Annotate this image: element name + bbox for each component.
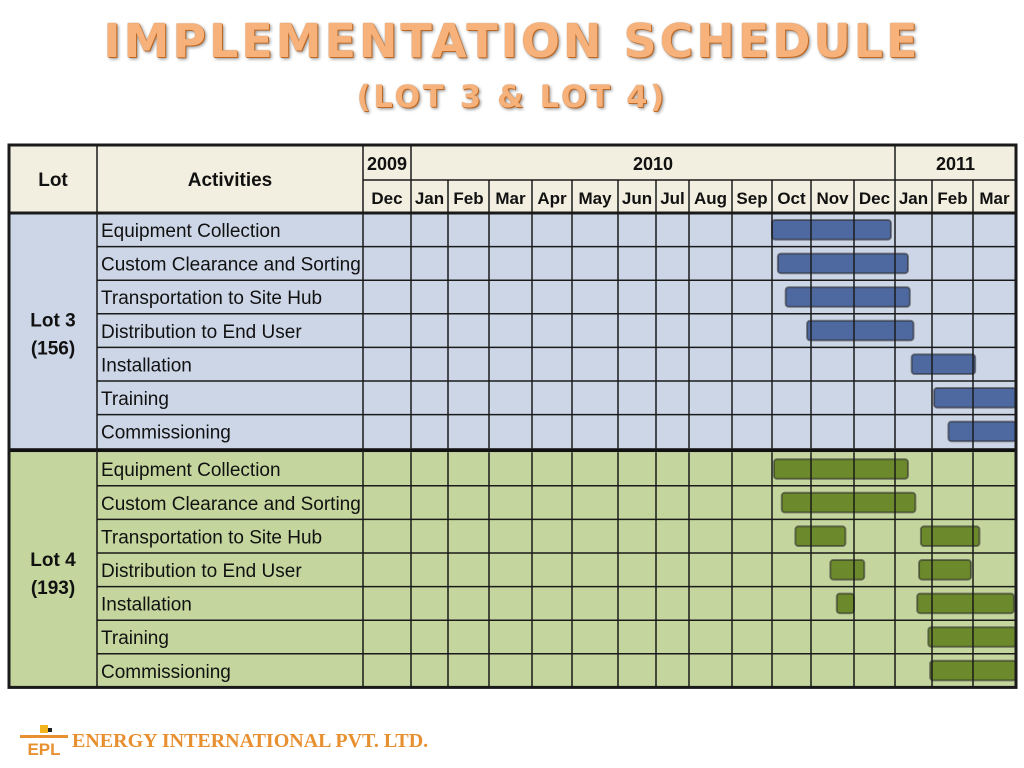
- lot4-label: Lot 4: [30, 549, 76, 571]
- month-header-15: Mar: [979, 189, 1010, 208]
- lot3-activity-1: Custom Clearance and Sorting: [101, 254, 361, 276]
- year-header-2010: 2010: [632, 154, 674, 174]
- lot4-activity-2: Transportation to Site Hub: [101, 527, 323, 549]
- logo-text: EPL: [27, 740, 61, 757]
- lot3-activity-2: Transportation to Site Hub: [101, 288, 323, 310]
- company-logo: [20, 725, 68, 757]
- lot4-bar-3-1: [919, 560, 971, 580]
- month-header-2: Feb: [453, 189, 484, 208]
- lot3-activity-4: Installation: [101, 355, 192, 377]
- lot4-activity-6: Commissioning: [101, 661, 231, 683]
- month-header-11: Nov: [816, 189, 849, 208]
- lot3-bar-2-0: [786, 287, 910, 307]
- lot3-bar-6-0: [948, 422, 1016, 442]
- page-subtitle: (LOT 3 & LOT 4): [356, 80, 668, 115]
- company-name: ENERGY INTERNATIONAL PVT. LTD.: [72, 729, 429, 752]
- lot3-bar-5-0: [934, 388, 1016, 408]
- lot4-activity-0: Equipment Collection: [101, 460, 281, 482]
- lot3-bar-0-0: [772, 220, 891, 240]
- lot4-activity-1: Custom Clearance and Sorting: [101, 493, 361, 515]
- lot3-activity-3: Distribution to End User: [101, 321, 302, 343]
- lot4-count: (193): [30, 577, 76, 599]
- lot-column-header: Lot: [38, 170, 68, 191]
- lot4-bar-3-0: [830, 560, 864, 580]
- lot4-activity-5: Training: [101, 628, 169, 650]
- month-header-4: Apr: [537, 189, 567, 208]
- lot-separator: [9, 448, 1016, 452]
- month-header-9: Sep: [736, 189, 768, 208]
- lot3-activity-6: Commissioning: [101, 422, 231, 444]
- year-header-2011: 2011: [935, 154, 976, 174]
- month-header-14: Feb: [937, 189, 968, 208]
- lot4-bar-4-0: [837, 594, 854, 614]
- month-header-3: Mar: [495, 189, 526, 208]
- lot4-bar-0-0: [774, 459, 908, 479]
- page-title: IMPLEMENTATION SCHEDULE: [103, 14, 921, 68]
- lot3-count: (156): [30, 338, 76, 360]
- lot3-activity-0: Equipment Collection: [101, 221, 281, 242]
- month-header-6: Jun: [621, 189, 653, 208]
- year-header-2009: 2009: [366, 154, 408, 174]
- lot4-bar-2-1: [921, 526, 980, 546]
- lot3-bar-3-0: [807, 321, 913, 341]
- lot3-bar-4-0: [912, 354, 976, 374]
- lot3-bar-1-0: [778, 254, 908, 274]
- lot4-activity-4: Installation: [101, 594, 192, 616]
- month-header-7: Jul: [660, 189, 685, 208]
- lot4-activity-3: Distribution to End User: [101, 561, 302, 582]
- month-header-8: Aug: [693, 189, 728, 208]
- lot4-bar-2-0: [795, 526, 845, 546]
- month-header-13: Jan: [898, 189, 929, 208]
- lot3-label: Lot 3: [30, 310, 76, 332]
- lot4-bar-5-0: [928, 627, 1016, 647]
- month-header-5: May: [578, 189, 612, 208]
- month-header-10: Oct: [777, 189, 806, 208]
- lot3-activity-5: Training: [101, 389, 169, 410]
- month-header-0: Dec: [371, 189, 403, 208]
- month-header-1: Jan: [414, 189, 445, 208]
- activities-column-header: Activities: [187, 170, 273, 191]
- footer: [20, 724, 428, 758]
- month-header-12: Dec: [858, 189, 891, 208]
